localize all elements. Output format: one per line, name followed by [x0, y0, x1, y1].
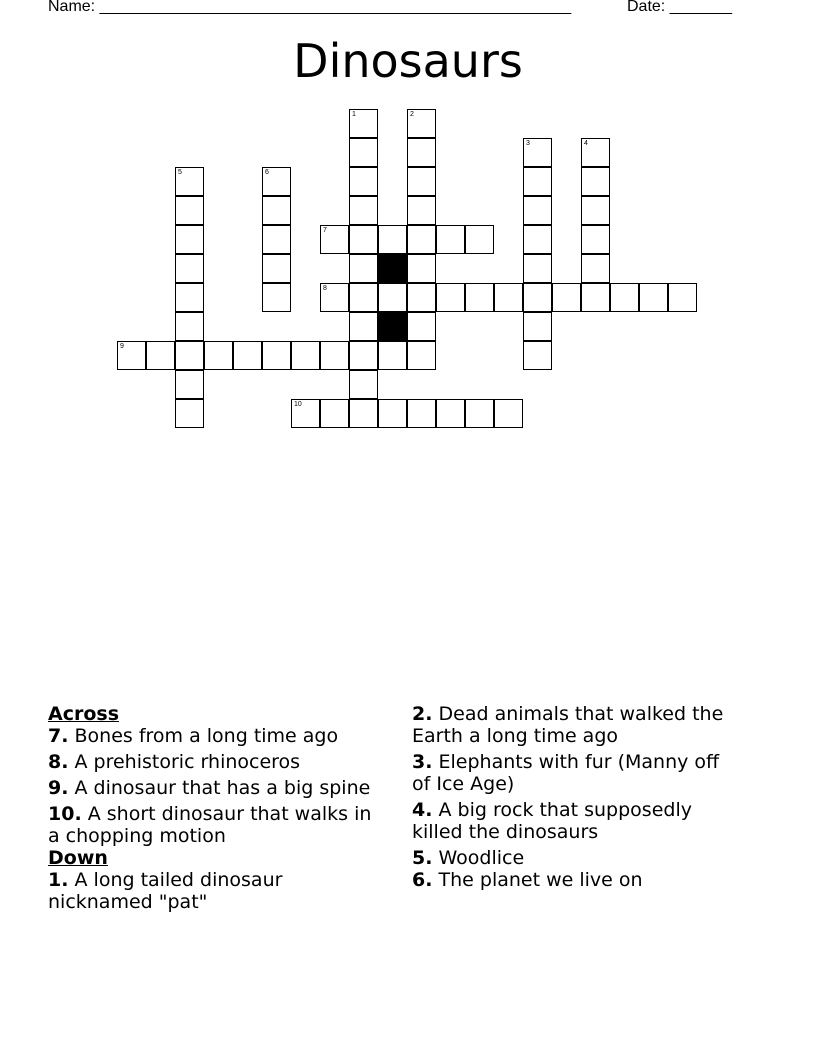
clue-number: 3.	[412, 751, 433, 773]
cell-number: 3	[526, 140, 530, 147]
grid-cell[interactable]	[523, 138, 552, 167]
grid-cell[interactable]	[262, 167, 291, 196]
grid-cell[interactable]	[349, 109, 378, 138]
clue-down-5	[412, 847, 732, 869]
grid-cell[interactable]	[523, 167, 552, 196]
clue-down-2	[412, 703, 732, 747]
grid-cell[interactable]	[610, 283, 639, 312]
grid-cell[interactable]	[407, 254, 436, 283]
grid-cell[interactable]	[320, 341, 349, 370]
grid-cell[interactable]	[204, 341, 233, 370]
grid-cell[interactable]	[349, 138, 378, 167]
grid-cell[interactable]	[523, 283, 552, 312]
date-field[interactable]: Date: _______	[627, 0, 732, 15]
grid-cell[interactable]	[175, 341, 204, 370]
grid-cell[interactable]	[494, 399, 523, 428]
grid-cell[interactable]	[436, 225, 465, 254]
cell-number: 4	[584, 140, 588, 147]
grid-cell[interactable]	[523, 225, 552, 254]
clue-text: A long tailed dinosaur nicknamed "pat"	[48, 869, 283, 913]
clue-down-6	[412, 869, 732, 891]
grid-cell[interactable]	[262, 283, 291, 312]
clue-number: 4.	[412, 799, 433, 821]
grid-cell[interactable]	[436, 399, 465, 428]
grid-cell[interactable]	[581, 196, 610, 225]
grid-cell[interactable]	[175, 167, 204, 196]
grid-cell[interactable]	[523, 341, 552, 370]
black-cell	[378, 312, 407, 341]
clue-across-8	[48, 751, 378, 773]
clue-text: A prehistoric rhinoceros	[74, 751, 301, 773]
clues-column-left	[48, 703, 378, 917]
grid-cell[interactable]	[523, 312, 552, 341]
grid-cell[interactable]	[523, 196, 552, 225]
clue-number: 10.	[48, 803, 82, 825]
clue-number: 2.	[412, 703, 433, 725]
grid-cell[interactable]	[349, 399, 378, 428]
grid-cell[interactable]	[436, 283, 465, 312]
grid-cell[interactable]	[378, 283, 407, 312]
grid-cell[interactable]	[465, 283, 494, 312]
clue-text: Bones from a long time ago	[74, 725, 339, 747]
grid-cell[interactable]	[291, 399, 320, 428]
black-cell	[378, 254, 407, 283]
grid-cell[interactable]	[465, 399, 494, 428]
grid-cell[interactable]	[378, 341, 407, 370]
clue-down-1	[48, 869, 378, 913]
grid-cell[interactable]	[523, 254, 552, 283]
grid-cell[interactable]	[407, 196, 436, 225]
clue-number: 6.	[412, 869, 433, 891]
clue-across-10	[48, 803, 378, 847]
grid-cell[interactable]	[320, 399, 349, 428]
clue-text: A short dinosaur that walks in a chopping motion	[48, 803, 372, 847]
grid-cell[interactable]	[465, 225, 494, 254]
grid-cell[interactable]	[407, 399, 436, 428]
cell-number: 2	[410, 111, 414, 118]
grid-cell[interactable]	[262, 254, 291, 283]
grid-cell[interactable]	[581, 225, 610, 254]
grid-cell[interactable]	[233, 341, 262, 370]
grid-cell[interactable]	[378, 399, 407, 428]
grid-cell[interactable]	[175, 399, 204, 428]
grid-cell[interactable]	[349, 312, 378, 341]
clue-across-7	[48, 725, 378, 747]
grid-cell[interactable]	[291, 341, 320, 370]
crossword-grid	[0, 0, 816, 460]
clues-column-right	[412, 703, 732, 895]
grid-cell[interactable]	[581, 283, 610, 312]
across-heading: Across	[48, 703, 120, 725]
grid-cell[interactable]	[117, 341, 146, 370]
grid-cell[interactable]	[407, 138, 436, 167]
grid-cell[interactable]	[175, 312, 204, 341]
clue-number: 1.	[48, 869, 69, 891]
cell-number: 1	[352, 111, 356, 118]
grid-cell[interactable]	[349, 196, 378, 225]
name-field[interactable]: Name: _____________________________________________________	[48, 0, 572, 15]
grid-cell[interactable]	[581, 138, 610, 167]
clue-across-9	[48, 777, 378, 799]
clue-number: 8.	[48, 751, 69, 773]
grid-cell[interactable]	[494, 283, 523, 312]
cell-number: 9	[120, 343, 124, 350]
clue-text: A big rock that supposedly killed the dinosaurs	[412, 799, 692, 843]
clue-text: The planet we live on	[438, 869, 643, 891]
grid-cell[interactable]	[262, 341, 291, 370]
grid-cell[interactable]	[668, 283, 697, 312]
grid-cell[interactable]	[581, 167, 610, 196]
grid-cell[interactable]	[175, 283, 204, 312]
grid-cell[interactable]	[349, 283, 378, 312]
clue-number: 7.	[48, 725, 69, 747]
grid-cell[interactable]	[407, 167, 436, 196]
clue-number: 9.	[48, 777, 69, 799]
cell-number: 10	[294, 401, 302, 408]
page-title: Dinosaurs	[293, 34, 523, 88]
cell-number: 6	[265, 169, 269, 176]
clue-number: 5.	[412, 847, 433, 869]
grid-cell[interactable]	[349, 254, 378, 283]
grid-cell[interactable]	[407, 341, 436, 370]
cell-number: 5	[178, 169, 182, 176]
grid-cell[interactable]	[378, 225, 407, 254]
clue-text: Dead animals that walked the Earth a long time ago	[412, 703, 724, 747]
grid-cell[interactable]	[407, 312, 436, 341]
grid-cell[interactable]	[349, 225, 378, 254]
clue-text: A dinosaur that has a big spine	[74, 777, 371, 799]
grid-cell[interactable]	[262, 196, 291, 225]
grid-cell[interactable]	[175, 225, 204, 254]
grid-cell[interactable]	[349, 341, 378, 370]
grid-cell[interactable]	[349, 167, 378, 196]
grid-cell[interactable]	[407, 109, 436, 138]
grid-cell[interactable]	[407, 225, 436, 254]
clue-text: Woodlice	[438, 847, 525, 869]
down-heading: Down	[48, 847, 108, 869]
cell-number: 8	[323, 285, 327, 292]
grid-cell[interactable]	[175, 370, 204, 399]
clue-down-3	[412, 751, 732, 795]
clue-text: Elephants with fur (Manny off of Ice Age)	[412, 751, 720, 795]
grid-cell[interactable]	[581, 254, 610, 283]
grid-cell[interactable]	[175, 196, 204, 225]
grid-cell[interactable]	[349, 370, 378, 399]
grid-cell[interactable]	[146, 341, 175, 370]
grid-cell[interactable]	[552, 283, 581, 312]
grid-cell[interactable]	[407, 283, 436, 312]
grid-cell[interactable]	[262, 225, 291, 254]
grid-cell[interactable]	[320, 225, 349, 254]
grid-cell[interactable]	[320, 283, 349, 312]
grid-cell[interactable]	[175, 254, 204, 283]
clue-down-4	[412, 799, 732, 843]
grid-cell[interactable]	[639, 283, 668, 312]
cell-number: 7	[323, 227, 327, 234]
